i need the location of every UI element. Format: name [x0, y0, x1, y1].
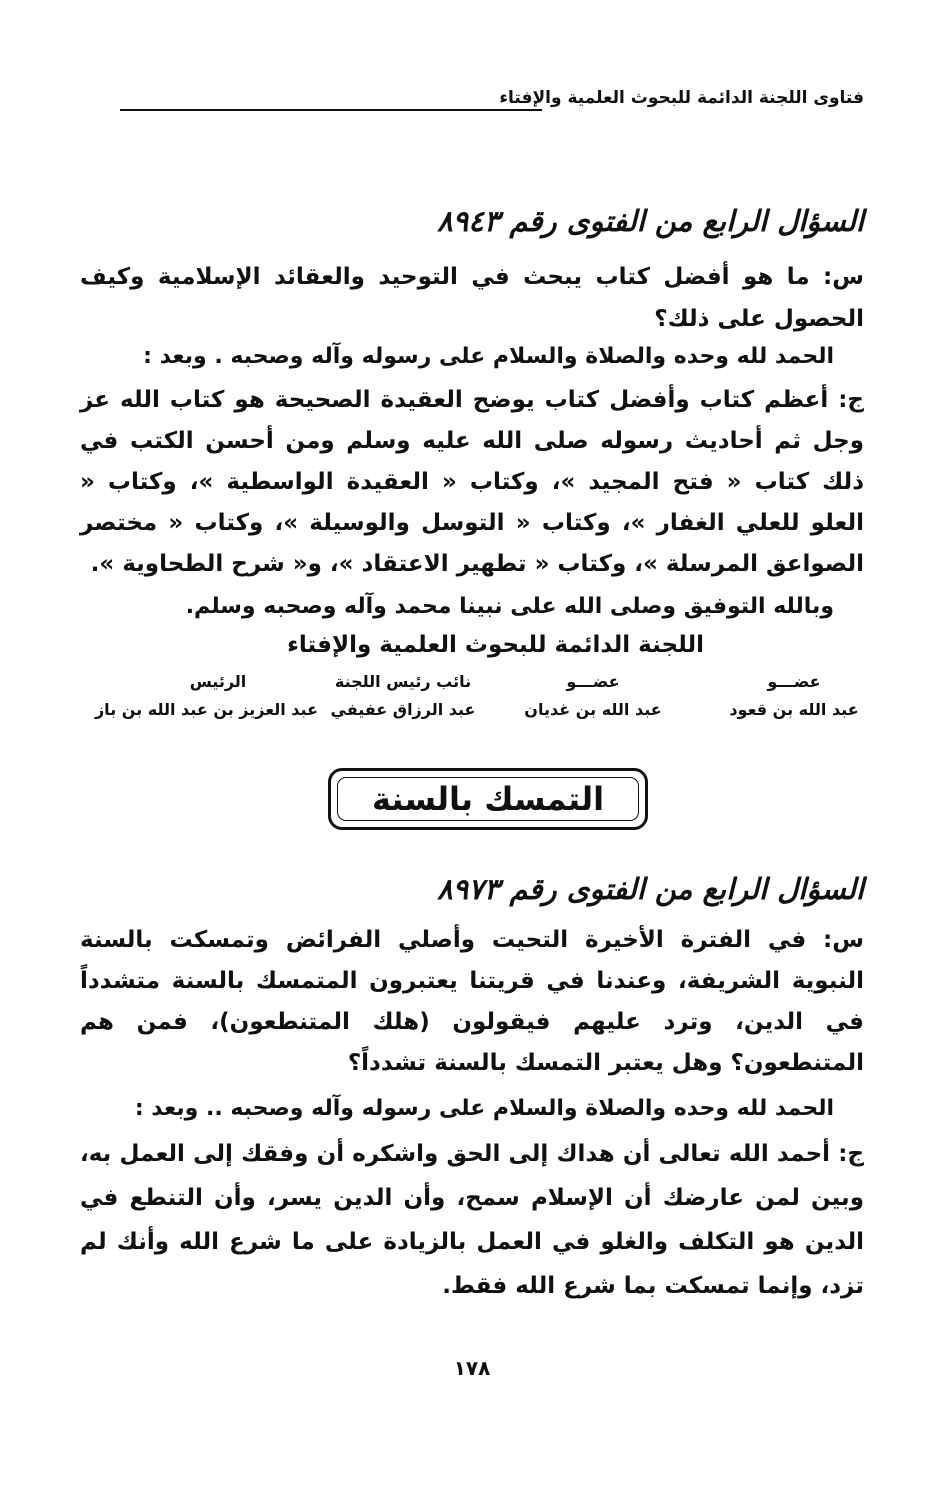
fatwa-1-answer: ج: أعظم كتاب وأفضل كتاب يوضح العقيدة الصحيحة هو كتاب الله عز وجل ثم أحاديث رسوله صلى الله عليه وسلم ومن أحسن الكتب في ذلك كتاب « فتح المجيد »، وكتاب « العقيدة الواسطية »، وكتاب « العلو للعلي الغفار »، وكتاب « التوسل والوسيلة »، وكتاب « مختصر الصواعق المرسلة »، وكتاب « تطهير الاعتقاد »، و« شرح الطحاوية ».: [80, 387, 864, 577]
fatwa-1-praise: الحمد لله وحده والصلاة والسلام على رسوله وآله وصحبه . وبعد :: [143, 344, 834, 369]
fatwa-2-answer: ج: أحمد الله تعالى أن هداك إلى الحق واشكره أن وفقك إلى العمل به، وبين لمن عارضك أن الإسلام سمح، وأن الدين يسر، وأن التنطع في الدين هو التكلف والغلو في العمل بالزيادة على ما شرع الله وأنك لم تزد، وإنما تمسكت بما شرع الله فقط.: [80, 1141, 864, 1299]
page-number: ١٧٨: [453, 1356, 491, 1380]
signatory: [328, 672, 478, 719]
signatory-role: الرئيس: [189, 672, 247, 691]
fatwa-1-question: س: ما هو أفضل كتاب يبحث في التوحيد والعقائد الإسلامية وكيف الحصول على ذلك؟: [80, 264, 864, 332]
signatory-name: عبد الله بن قعود: [729, 700, 859, 719]
section-title: التمسك بالسنة: [371, 780, 605, 818]
signatory: [518, 672, 668, 719]
fatwa-2-praise: الحمد لله وحده والصلاة والسلام على رسوله وآله وصحبه .. وبعد :: [134, 1096, 834, 1121]
fatwa-1-closing: وبالله التوفيق وصلى الله على نبينا محمد وآله وصحبه وسلم.: [185, 594, 834, 619]
running-header: [120, 88, 864, 118]
header-rule: [120, 109, 542, 111]
signatory-name: عبد الرزاق عفيفي: [330, 700, 476, 719]
fatwa-2-question: س: في الفترة الأخيرة التحيت وأصلي الفرائض وتمسكت بالسنة النبوية الشريفة، وعندنا في قريتنا يعتبرون المتمسك بالسنة متشدداً في الدين، وترد عليهم فيقولون (هلك المتنطعون)، فمن هم المتنطعون؟ وهل يعتبر التمسك بالسنة تشدداً؟: [80, 927, 864, 1076]
signatory-role: عضـــو: [566, 672, 620, 691]
signatory-role: عضـــو: [767, 672, 821, 691]
section-title-box: [328, 768, 648, 830]
committee-name: اللجنة الدائمة للبحوث العلمية والإفتاء: [287, 632, 704, 658]
signatory-role: نائب رئيس اللجنة: [334, 672, 472, 691]
fatwa-1-heading: السؤال الرابع من الفتوى رقم ٨٩٤٣: [437, 204, 864, 238]
signatories: [94, 672, 864, 732]
signatory: [724, 672, 864, 719]
running-header-title: فتاوى اللجنة الدائمة للبحوث العلمية والإفتاء: [499, 88, 864, 108]
signatory-name: عبد الله بن غديان: [524, 700, 662, 719]
fatwa-2-heading: السؤال الرابع من الفتوى رقم ٨٩٧٣: [437, 872, 864, 906]
signatory: [94, 672, 318, 719]
signatory-name: عبد العزيز بن عبد الله بن باز: [94, 700, 318, 719]
